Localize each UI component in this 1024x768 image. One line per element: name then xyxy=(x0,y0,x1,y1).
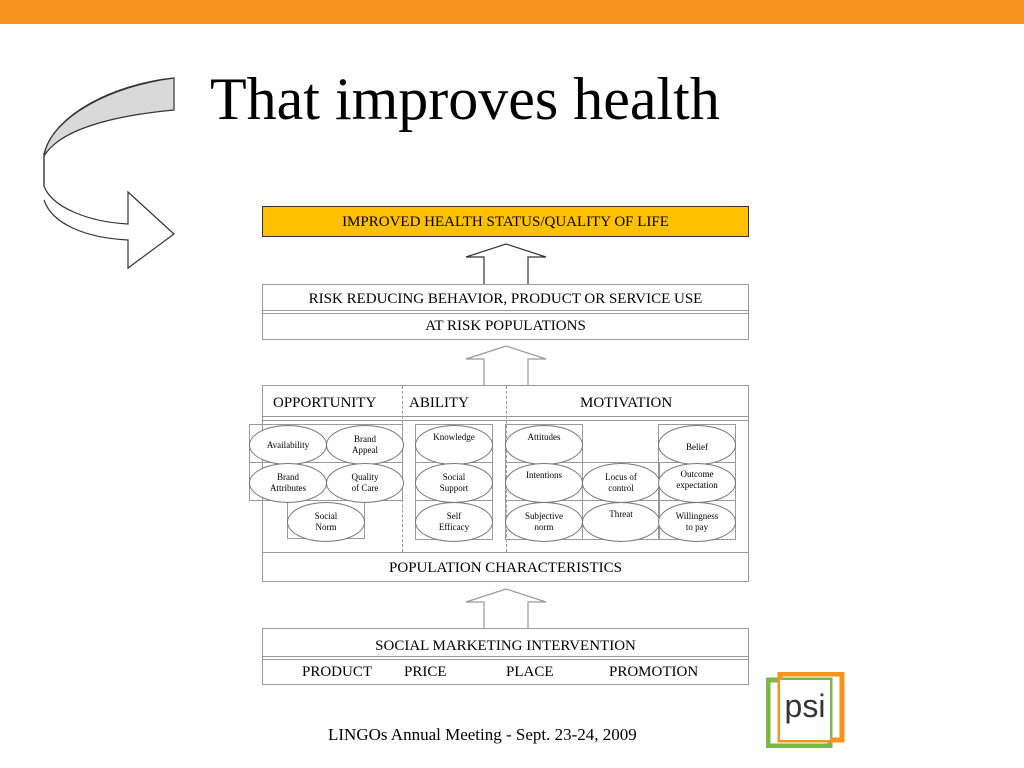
mix-price: PRICE xyxy=(404,664,447,680)
factor-locus-of-control: Locus of control xyxy=(582,463,660,503)
at-risk-label: AT RISK POPULATIONS xyxy=(425,318,586,334)
factor-subjective-norm: Subjective norm xyxy=(505,502,583,542)
up-arrow-icon xyxy=(464,345,548,387)
factor-availability: Availability xyxy=(249,425,327,465)
factor-self-efficacy: Self Efficacy xyxy=(415,502,493,542)
improved-health-label: IMPROVED HEALTH STATUS/QUALITY OF LIFE xyxy=(342,214,669,230)
factor-attitudes: Attitudes xyxy=(505,425,583,465)
behavior-label: RISK REDUCING BEHAVIOR, PRODUCT OR SERVICE USE xyxy=(308,291,703,307)
divider xyxy=(263,313,748,314)
improved-health-box xyxy=(262,206,749,237)
motivation-heading: MOTIVATION xyxy=(580,395,673,411)
factor-social-support: Social Support xyxy=(415,463,493,503)
divider xyxy=(263,656,748,657)
factor-belief: Belief xyxy=(658,425,736,465)
population-box xyxy=(262,552,749,582)
factor-willingness-to-pay: Willingness to pay xyxy=(658,502,736,542)
opportunity-heading: OPPORTUNITY xyxy=(273,395,377,411)
factor-social-norm: Social Norm xyxy=(287,502,365,542)
population-label: POPULATION CHARACTERISTICS xyxy=(389,560,622,576)
psi-logo-text: psi xyxy=(784,688,826,724)
factor-quality-of-care: Quality of Care xyxy=(326,463,404,503)
factor-threat: Threat xyxy=(582,502,660,542)
footer-text: LINGOs Annual Meeting - Sept. 23-24, 2009 xyxy=(328,725,637,744)
up-arrow-icon xyxy=(464,243,548,285)
mix-promotion: PROMOTION xyxy=(609,664,699,680)
behavior-box xyxy=(262,284,749,340)
intervention-box xyxy=(262,628,749,685)
top-accent-bar xyxy=(0,0,1024,24)
divider xyxy=(263,310,748,311)
mix-place: PLACE xyxy=(506,664,554,680)
mix-product: PRODUCT xyxy=(302,664,373,680)
curved-arrow-icon xyxy=(40,74,180,274)
intervention-label: SOCIAL MARKETING INTERVENTION xyxy=(375,638,636,654)
factor-outcome-expectation: Outcome expectation xyxy=(658,463,736,503)
psi-logo xyxy=(766,672,846,748)
factor-brand-appeal: Brand Appeal xyxy=(326,425,404,465)
factor-knowledge: Knowledge xyxy=(415,425,493,465)
up-arrow-icon xyxy=(464,588,548,630)
slide-title: That improves health xyxy=(210,66,720,132)
ability-heading: ABILITY xyxy=(409,395,469,411)
divider xyxy=(263,659,748,660)
factor-intentions: Intentions xyxy=(505,463,583,503)
factor-brand-attributes: Brand Attributes xyxy=(249,463,327,503)
